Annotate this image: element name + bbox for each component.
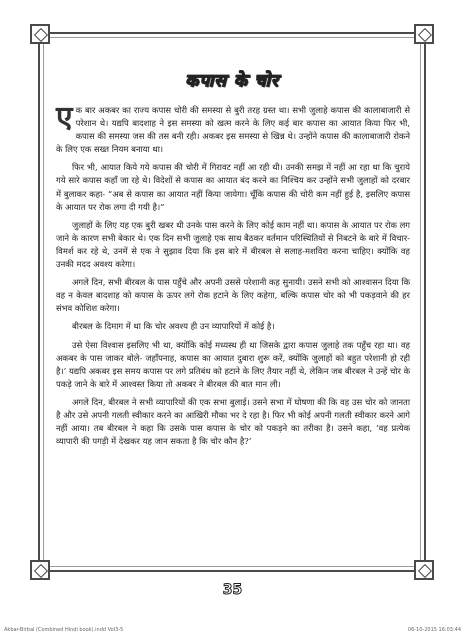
page-number: 35: [222, 582, 243, 598]
footer-file-info: Akbar-Birbal (Combined Hindi book).indd Vol3-5: [4, 627, 124, 633]
print-footer: [4, 627, 461, 633]
paragraph: अगले दिन, बीरबल ने सभी व्यापारियों की एक सभा बुलाई। उसने सभा में घोषणा की कि वह उस चोर को जानता है और उसे अपनी गलती स्वीकार करने का आखिरी मौका भर दे रहा है। फिर भी कोई अपनी गलती स्वीकार करने आगे नहीं आया। तब बीरबल ने कहा कि उसके पास कपास के चोर को पकड़ने का तरीका है। उसने कहा, ‘वह प्रत्येक व्यापारी की पगड़ी में देखकर यह जान सकता है कि चोर कौन है?’: [56, 396, 410, 447]
corner-ornament: [414, 24, 434, 44]
paragraph: एक बार अकबर का राज्य कपास चोरी की समस्या से बुरी तरह ग्रस्त था। सभी जुलाहे कपास की कालाबाजारी से परेशान थे। यद्यपि बादशाह ने इस समस्या को खत्म करने के लिए कई बार कपास का आयात किया फिर भी, कपास की समस्या जस की तस बनी रही। अकबर इस समस्या से खिन्न थे। उन्होंने कपास की कालाबाजारी रोकने के लिए एक सख्त नियम बनाया था।: [56, 100, 410, 155]
title-area: [40, 68, 424, 91]
footer-timestamp: 06-10-2015 16:03:44: [407, 627, 461, 633]
drop-cap: ए: [56, 100, 73, 135]
story-title: कपास के चोर: [185, 71, 279, 91]
story-body: [56, 100, 410, 453]
paragraph: जुलाहों के लिए यह एक बुरी खबर थी उनके पास करने के लिए कोई काम नहीं था। कपास के आयात पर रोक लग जाने के कारण सभी बेकार थे। एक दिन सभी जुलाहे एक साथ बैठकर वर्तमान परिस्थितियों से निबटने के बारे में विचार-विमर्श कर रहे थे, उनमें से एक ने सुझाव दिया कि इस बारे में बीरबल से सलाह-मशविरा करना चाहिए। क्योंकि वह उनकी मदद अवश्य करेगा।: [56, 219, 410, 270]
paragraph: उसे ऐसा विश्वास इसलिए भी था, क्योंकि कोई मध्यस्थ ही था जिसके द्वारा कपास जुलाहे तक पहुँच रहा था। वह अकबर के पास जाकर बोले- जहाँपनाह, कपास का आयात दुबारा शुरू करें, क्योंकि जुलाहों को बहुत परेशानी हो रही है।’ यद्यपि अकबर इस समय कपास पर लगे प्रतिबंध को हटाने के लिए तैयार नहीं थे, लेकिन जब बीरबल ने उन्हें चोर के पकड़े जाने के बारे में आश्वस्त किया तो अकबर ने बीरबल की बात मान ली।: [56, 339, 410, 389]
page-border: [38, 32, 426, 572]
corner-ornament: [30, 24, 50, 44]
corner-ornament: [414, 560, 434, 580]
paragraph: फिर भी, आयात किये गये कपास की चोरी में गिरावट नहीं आ रही थी। उनकी समझ में नहीं आ रहा था कि चुराये गये सारे कपास कहाँ जा रहे थे। विदेशों से कपास का आयात बंद करने का निश्चिय कर उन्होंने सभी जुलाहों को दरबार में बुलाकर कहा- “अब से कपास का आयात नहीं किया जायेगा। चूँकि कपास की चोरी कम नहीं हुई है, इसलिए कपास के आयात पर रोक लगा दी गयी है।”: [56, 162, 410, 212]
paragraph: अगले दिन, सभी बीरबल के पास पहुँचे और अपनी उससे परेशानी कह सुनायी। उसने सभी को आश्वासन दिया कि वह न केवल बादशाह को कपास के ऊपर लगे रोक हटाने के लिए कहेगा, बल्कि कपास चोर को भी पकड़वाने की हर संभव कोशिश करेगा।: [56, 277, 410, 314]
corner-ornament: [30, 560, 50, 580]
paragraph: बीरबल के दिमाग में था कि चोर अवश्य ही उन व्यापारियों में कोई है।: [72, 321, 275, 332]
